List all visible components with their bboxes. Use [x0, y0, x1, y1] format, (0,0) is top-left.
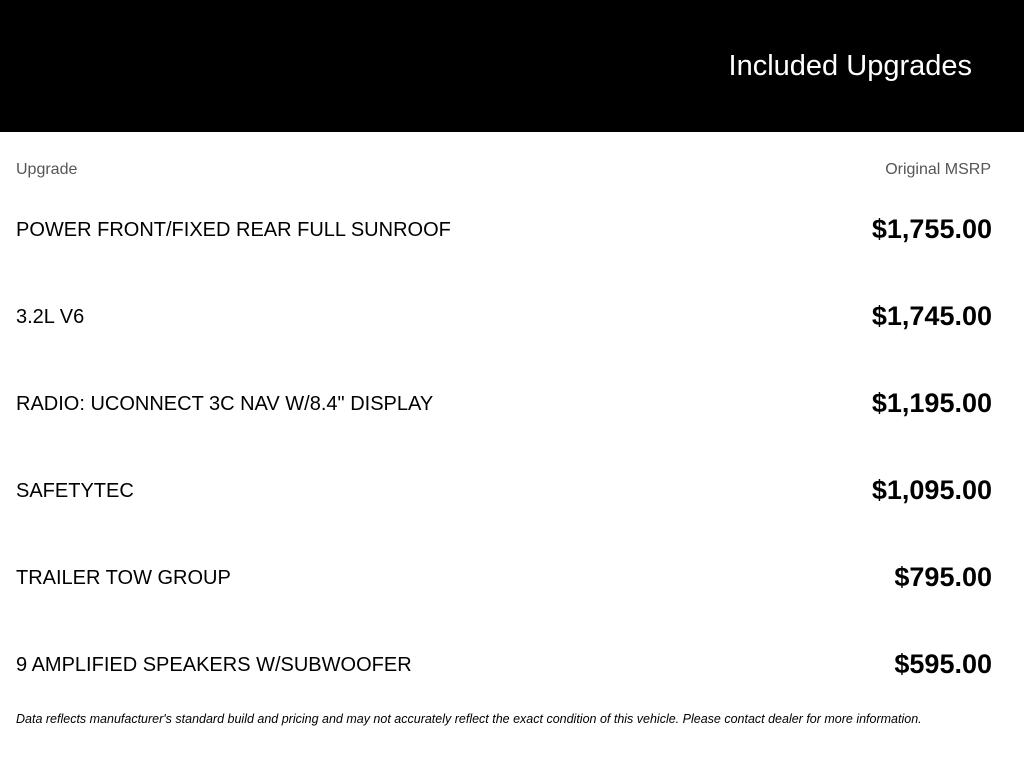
- upgrade-price: $795.00: [894, 562, 992, 592]
- upgrade-name: 3.2L V6: [16, 306, 85, 328]
- upgrade-name: RADIO: UCONNECT 3C NAV W/8.4" DISPLAY: [16, 393, 434, 415]
- column-header-upgrade: Upgrade: [16, 161, 78, 178]
- column-header-msrp: Original MSRP: [885, 161, 991, 178]
- upgrade-name: 9 AMPLIFIED SPEAKERS W/SUBWOOFER: [16, 654, 412, 676]
- upgrade-name: POWER FRONT/FIXED REAR FULL SUNROOF: [16, 219, 451, 241]
- upgrade-price: $1,195.00: [871, 388, 992, 418]
- list-item: [16, 471, 992, 558]
- list-item: [16, 384, 992, 471]
- upgrades-list: [16, 210, 992, 732]
- header-banner: [0, 0, 1024, 132]
- disclaimer-text: Data reflects manufacturer's standard build and pricing and may not accurately reflect the exact condition of this vehicle. Please contact dealer for more information.: [16, 712, 922, 726]
- list-item: [16, 210, 992, 297]
- page-title: Included Upgrades: [728, 50, 972, 82]
- upgrade-price: $1,755.00: [871, 214, 992, 244]
- list-item: [16, 558, 992, 645]
- upgrade-price: $1,745.00: [871, 301, 992, 331]
- upgrade-name: SAFETYTEC: [16, 480, 134, 502]
- upgrade-price: $1,095.00: [871, 475, 992, 505]
- upgrade-name: TRAILER TOW GROUP: [16, 567, 231, 589]
- list-item: [16, 297, 992, 384]
- upgrade-price: $595.00: [894, 649, 992, 679]
